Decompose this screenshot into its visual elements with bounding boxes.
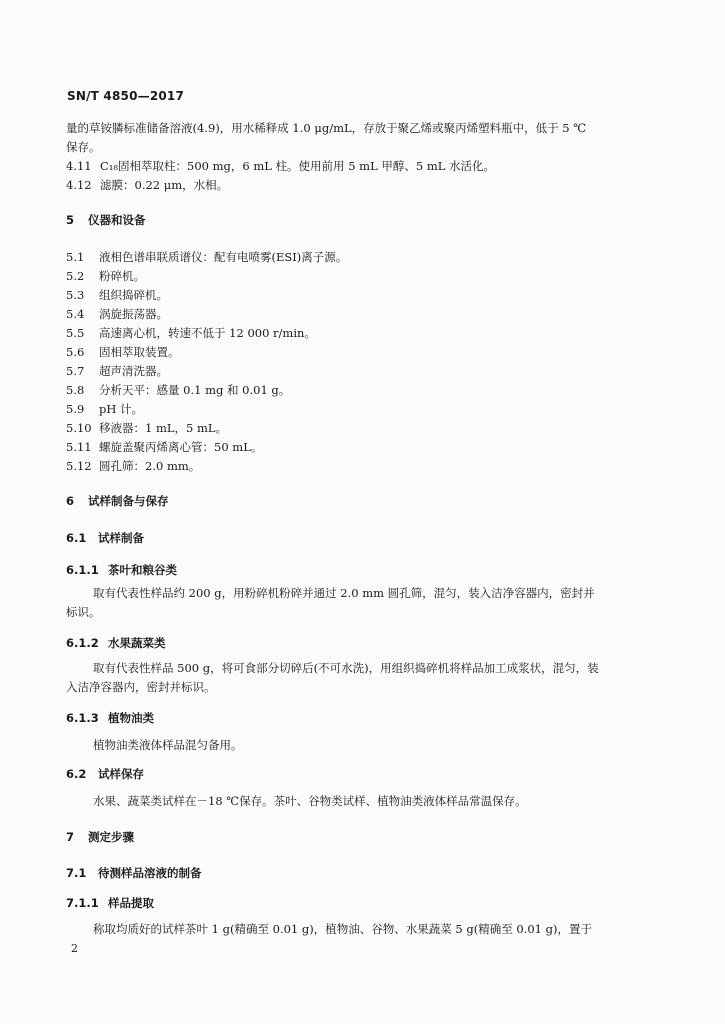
section-title: 样品提取 [108, 896, 154, 910]
document-code-header: SN/T 4850—2017 [67, 89, 185, 103]
item-number: 5.1 [66, 250, 85, 264]
list-item [66, 420, 227, 436]
list-item [66, 439, 262, 455]
item-number: 5.6 [66, 345, 85, 359]
item-number: 5.11 [66, 440, 92, 454]
section-number: 6.1.2 [66, 636, 99, 650]
subsection-heading [66, 530, 144, 546]
section-number: 6.1.3 [66, 711, 99, 725]
list-item [66, 401, 143, 417]
section-number: 7.1.1 [66, 896, 99, 910]
section-title: 试样制备与保存 [88, 494, 169, 508]
section-title: 测定步骤 [88, 830, 134, 844]
paragraph-line: 保存。 [66, 140, 101, 154]
item-number: 5.5 [66, 326, 85, 340]
section-title: 待测样品溶液的制备 [98, 866, 202, 880]
item-number: 5.9 [66, 402, 85, 416]
item-text: C₁₈固相萃取柱：500 mg，6 mL 柱。使用前用 5 mL 甲醇、5 mL 水活化。 [100, 159, 496, 173]
section-number: 6 [66, 494, 75, 508]
section-title: 试样制备 [98, 531, 144, 545]
item-number: 5.8 [66, 383, 85, 397]
paragraph-line: 植物油类液体样品混匀备用。 [93, 738, 243, 752]
paragraph-line: 水果、蔬菜类试样在－18 ℃保存。茶叶、谷物类试样、植物油类液体样品常温保存。 [93, 794, 527, 808]
list-item [66, 344, 180, 360]
item-text: 滤膜：0.22 μm，水相。 [100, 178, 229, 192]
item-text: 螺旋盖聚丙烯离心管：50 mL。 [99, 440, 263, 454]
list-item [66, 306, 168, 322]
item-text: 涡旋振荡器。 [99, 307, 168, 321]
item-number: 5.10 [66, 421, 92, 435]
section-number: 7.1 [66, 866, 87, 880]
item-text: 固相萃取装置。 [99, 345, 180, 359]
list-item [66, 158, 495, 174]
section-number: 7 [66, 830, 75, 844]
paragraph-line: 称取均质好的试样茶叶 1 g(精确至 0.01 g)，植物油、谷物、水果蔬菜 5 g(精确至 0.01 g)，置于 [93, 922, 592, 936]
paragraph-line: 标识。 [66, 605, 101, 619]
subsection-heading [66, 865, 202, 881]
section-number: 6.1.1 [66, 563, 99, 577]
item-text: 高速离心机，转速不低于 12 000 r/min。 [99, 326, 316, 340]
item-text: 液相色谱串联质谱仪：配有电喷雾(ESI)离子源。 [99, 250, 348, 264]
subsection-heading [66, 635, 166, 651]
section-title: 水果蔬菜类 [108, 636, 166, 650]
list-item [66, 177, 228, 193]
item-number: 4.12 [66, 178, 92, 192]
page-number: 2 [71, 942, 78, 955]
item-number: 5.3 [66, 288, 85, 302]
item-text: 超声清洗器。 [99, 364, 168, 378]
section-title: 仪器和设备 [88, 213, 146, 227]
paragraph-line: 入洁净容器内，密封并标识。 [66, 680, 216, 694]
paragraph-line: 取有代表性样品 500 g，将可食部分切碎后(不可水洗)，用组织捣碎机将样品加工成浆状，混匀，装 [93, 661, 599, 675]
item-text: 组织捣碎机。 [99, 288, 168, 302]
item-number: 5.4 [66, 307, 85, 321]
item-text: 粉碎机。 [99, 269, 145, 283]
subsection-heading [66, 562, 177, 578]
list-item [66, 287, 168, 303]
item-number: 5.12 [66, 459, 92, 473]
list-item [66, 268, 145, 284]
list-item [66, 458, 200, 474]
section-title: 植物油类 [108, 711, 154, 725]
item-number: 5.7 [66, 364, 85, 378]
subsection-heading [66, 766, 144, 782]
item-text: 移液器：1 mL，5 mL。 [99, 421, 228, 435]
item-text: 分析天平：感量 0.1 mg 和 0.01 g。 [99, 383, 291, 397]
section-number: 6.2 [66, 767, 87, 781]
section-heading [66, 493, 169, 509]
subsection-heading [66, 710, 154, 726]
paragraph-line: 取有代表性样品约 200 g，用粉碎机粉碎并通过 2.0 mm 圆孔筛，混匀，装入洁净容器内，密封并 [93, 586, 595, 600]
section-title: 茶叶和粮谷类 [108, 563, 177, 577]
section-number: 6.1 [66, 531, 87, 545]
item-number: 5.2 [66, 269, 85, 283]
list-item [66, 363, 168, 379]
section-number: 5 [66, 213, 75, 227]
item-text: pH 计。 [99, 402, 144, 416]
paragraph-line: 量的草铵膦标准储备溶液(4.9)，用水稀释成 1.0 μg/mL，存放于聚乙烯或聚丙烯塑料瓶中，低于 5 ℃ [66, 121, 587, 135]
item-number: 4.11 [66, 159, 92, 173]
list-item [66, 249, 347, 265]
item-text: 圆孔筛：2.0 mm。 [99, 459, 201, 473]
list-item [66, 382, 290, 398]
list-item [66, 325, 316, 341]
section-title: 试样保存 [98, 767, 144, 781]
section-heading [66, 829, 134, 845]
section-heading [66, 212, 146, 228]
subsection-heading [66, 895, 154, 911]
